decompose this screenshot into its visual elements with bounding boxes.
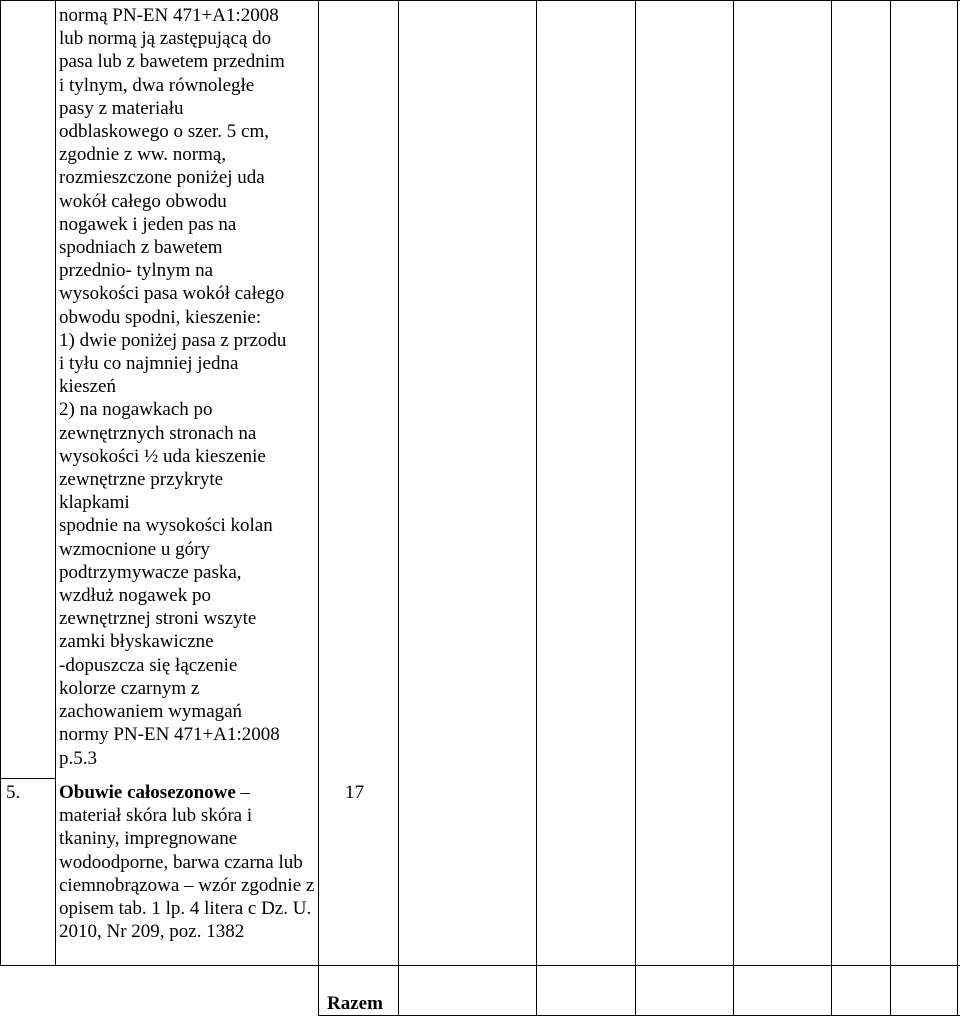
- item-description: [59, 781, 315, 943]
- item-description-continued: normą PN-EN 471+A1:2008 lub normą ją zastępującą do pasa lub z bawetem przednim i tylnym, dwa równoległe pasy z materiału odblaskowego o szer. 5 cm, zgodnie z ww. normą, rozmieszczone poniżej uda wokół całego obwodu nogawek i jeden pas na spodniach z bawetem przednio- tylnym na wysokości pasa wokół całego obwodu spodni, kieszenie: 1) dwie poniżej pasa z przodu i tyłu co najmniej jedna kieszeń 2) na nogawkach po zewnętrznych stronach na wysokości ½ uda kieszenie zewnętrzne przykryte klapkami spodnie na wysokości kolan wzmocnione u góry podtrzymywacze paska, wzdłuż nogawek po zewnętrznej stroni wszyte zamki błyskawiczne -dopuszcza się łączenie kolorze czarnym z zachowaniem wymagań normy PN-EN 471+A1:2008 p.5.3: [59, 5, 287, 769]
- column-divider: [398, 0, 399, 1016]
- item-name: Obuwie całosezonowe: [59, 782, 236, 803]
- item-details: – materiał skóra lub skóra i tkaniny, impregnowane wodoodporne, barwa czarna lub ciemnobrązowa – wzór zgodnie z opisem tab. 1 lp. 4 litera c Dz. U. 2010, Nr 209, poz. 1382: [59, 782, 315, 943]
- row-number: 5.: [6, 782, 21, 803]
- column-divider: [536, 0, 537, 1016]
- table-right-border: [957, 0, 958, 1016]
- column-divider: [831, 0, 832, 1016]
- total-row-bottom-border: [319, 1015, 960, 1016]
- column-divider: [635, 0, 636, 1016]
- column-divider: [318, 0, 319, 1016]
- column-divider: [55, 0, 56, 966]
- table-top-border: [0, 0, 960, 1]
- table-row-divider: [0, 778, 56, 779]
- total-label: Razem: [327, 993, 383, 1014]
- item-quantity: 17: [345, 782, 364, 803]
- column-divider: [890, 0, 891, 1016]
- table-bottom-border: [0, 965, 960, 966]
- column-divider: [733, 0, 734, 1016]
- table-left-border: [0, 0, 1, 966]
